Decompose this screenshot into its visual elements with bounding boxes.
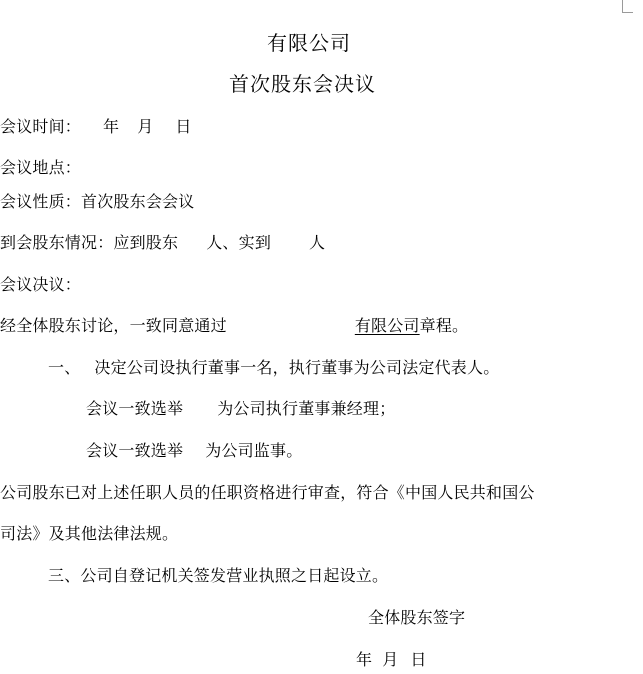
item-three-line: 三、公司自登记机关签发营业执照之日起设立。: [48, 566, 389, 585]
approval-line: [0, 315, 468, 337]
meeting-nature-label: 会议性质：: [0, 192, 82, 211]
meeting-time-line: [0, 116, 192, 138]
signature-label: 全体股东签字: [368, 608, 466, 627]
meeting-place-line: [0, 157, 81, 179]
item-one-number: 一、: [48, 358, 81, 377]
attendance-person-end: 人: [309, 233, 326, 252]
item-one-text: 决定公司设执行董事一名，执行董事为公司法定代表人。: [94, 358, 500, 377]
sign-date-month: 月: [382, 650, 399, 669]
elect-manager-suffix: 为公司执行董事兼经理；: [217, 399, 396, 418]
review-line-2: 司法》及其他法律法规。: [0, 524, 179, 543]
page-corner-mark: [622, 0, 633, 13]
elect-manager-prefix: 会议一致选举: [86, 399, 184, 418]
elect-supervisor-suffix: 为公司监事。: [205, 441, 303, 460]
attendance-person-sep: 人、实到: [206, 233, 272, 252]
item-one-line: [48, 357, 499, 379]
approval-suffix: 章程。: [419, 316, 469, 335]
meeting-time-month: 月: [137, 117, 154, 136]
sign-date-day: 日: [410, 650, 427, 669]
sign-date-year: 年: [356, 650, 373, 669]
company-title: 有限公司: [267, 31, 351, 55]
approval-company-underlined: 有限公司: [354, 316, 420, 335]
review-line-1: 公司股东已对上述任职人员的任职资格进行审查，符合《中国人民共和国公: [0, 483, 535, 502]
meeting-nature-value: 首次股东会会议: [81, 192, 195, 211]
attendance-due-text: 应到股东: [113, 233, 179, 252]
elect-supervisor-prefix: 会议一致选举: [86, 441, 184, 460]
meeting-time-label: 会议时间：: [0, 117, 82, 136]
elect-supervisor-line: [86, 440, 302, 462]
resolution-label: 会议决议：: [0, 275, 82, 294]
resolution-title: 首次股东会决议: [229, 72, 376, 96]
meeting-time-year: 年: [103, 117, 120, 136]
sign-date-line: [356, 649, 427, 671]
meeting-time-day: 日: [175, 117, 192, 136]
approval-text: 经全体股东讨论，一致同意通过: [0, 316, 227, 335]
attendance-line: [0, 232, 325, 254]
attendance-label: 到会股东情况：: [0, 233, 114, 252]
elect-manager-line: [86, 398, 395, 420]
meeting-place-label: 会议地点：: [0, 158, 82, 177]
meeting-nature-line: [0, 191, 194, 213]
